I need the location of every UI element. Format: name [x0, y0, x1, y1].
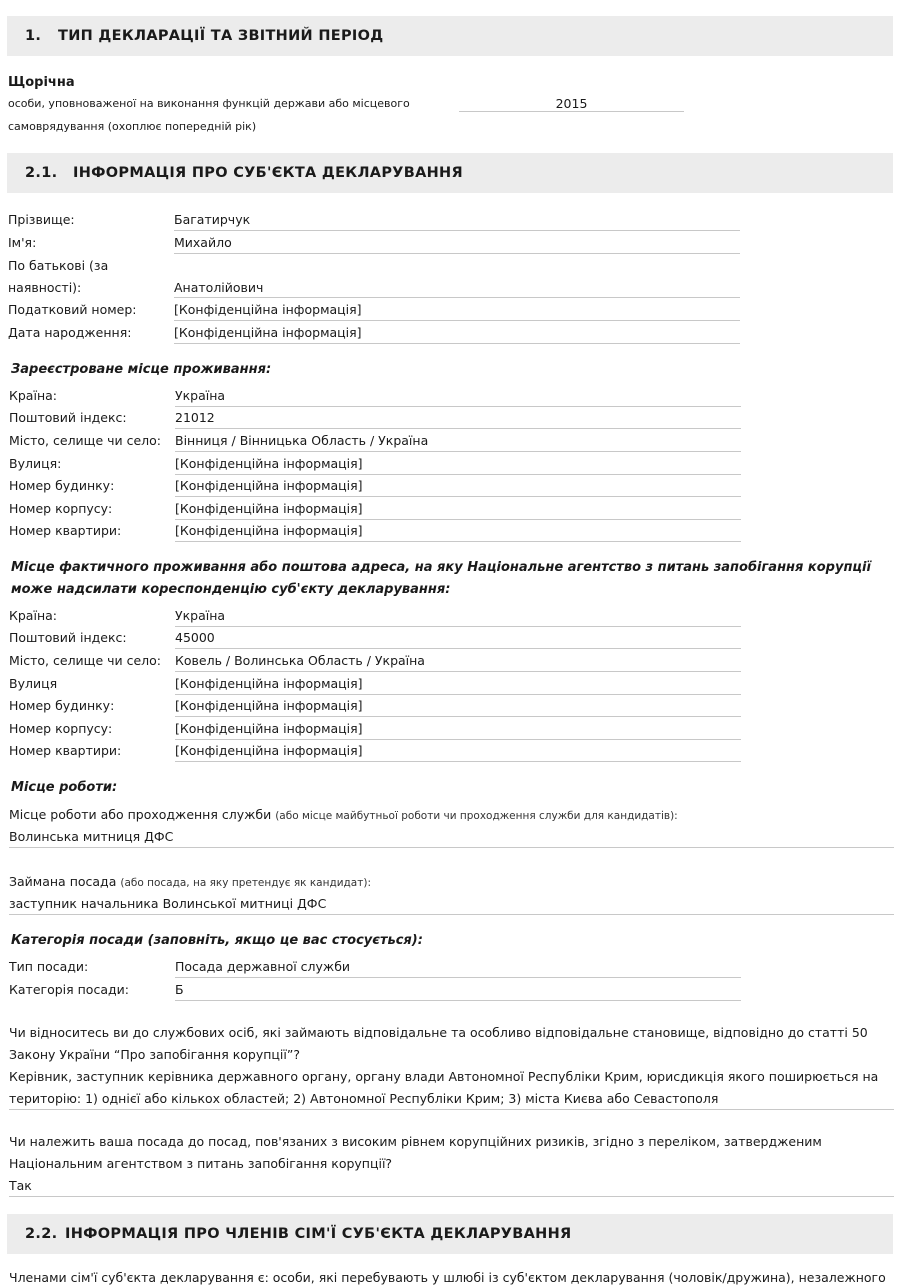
registered-row-value: [Конфіденційна інформація] — [175, 456, 363, 471]
field-underline — [175, 428, 741, 429]
field-underline — [9, 1109, 894, 1110]
field-underline — [9, 1196, 894, 1197]
question-1-line-2: Закону України “Про запобігання корупції”? — [9, 1047, 300, 1062]
birth-label: Дата народження: — [8, 325, 132, 340]
field-underline — [175, 451, 741, 452]
field-underline — [175, 541, 741, 542]
question-1-line-1: Чи відноситесь ви до службових осіб, які займають відповідальне та особливо відповідальне становище, відповідно до статті 50 — [9, 1025, 868, 1040]
tax-value: [Конфіденційна інформація] — [174, 302, 362, 317]
category-heading: Категорія посади (заповніть, якщо це вас стосується): — [11, 933, 423, 948]
reporting-year: 2015 — [555, 96, 588, 111]
position-category-value: Б — [175, 982, 184, 997]
field-underline — [174, 297, 740, 298]
actual-row-label: Поштовий індекс: — [9, 630, 127, 645]
field-underline — [174, 320, 740, 321]
field-underline — [174, 343, 740, 344]
answer-1-line-1: Керівник, заступник керівника державного органу, органу влади Автономної Республіки Крим, юрисдикція якого поширюється на — [9, 1069, 879, 1084]
field-underline — [9, 914, 894, 915]
field-underline — [175, 716, 741, 717]
section-2-1-header — [7, 153, 893, 193]
field-underline — [175, 1000, 741, 1001]
position-hint: (або посада, на яку претендує як кандидат): — [120, 877, 371, 889]
section-1-header — [7, 16, 893, 56]
actual-address-heading-1: Місце фактичного проживання або поштова адреса, на яку Національне агентство з питань запобігання корупції — [11, 560, 871, 575]
section-2-1-title: ІНФОРМАЦІЯ ПРО СУБ'ЄКТА ДЕКЛАРУВАННЯ — [73, 165, 463, 181]
name-label: Ім'я: — [8, 235, 37, 250]
actual-row-value: [Конфіденційна інформація] — [175, 698, 363, 713]
registered-row-value: [Конфіденційна інформація] — [175, 501, 363, 516]
field-underline — [175, 496, 741, 497]
section-2-1-number: 2.1. — [25, 165, 58, 181]
section-2-2-header — [7, 1214, 893, 1254]
question-2-line-1: Чи належить ваша посада до посад, пов'язаних з високим рівнем корупційних ризиків, згідно з переліком, затвердженим — [9, 1134, 822, 1149]
field-underline — [175, 648, 741, 649]
field-underline — [174, 230, 740, 231]
section-1-number: 1. — [25, 28, 42, 44]
position-label: Займана посада — [9, 874, 117, 889]
field-underline — [175, 739, 741, 740]
declaration-desc-1: особи, уповноваженої на виконання функцій держави або місцевого — [8, 97, 410, 110]
work-heading: Місце роботи: — [11, 780, 118, 795]
actual-row-value: [Конфіденційна інформація] — [175, 743, 363, 758]
registered-row-value: [Конфіденційна інформація] — [175, 478, 363, 493]
registered-row-value: 21012 — [175, 410, 215, 425]
actual-row-label: Вулиця — [9, 676, 58, 691]
actual-address-heading-2: може надсилати кореспонденцію суб'єкту декларування: — [11, 582, 451, 597]
answer-2: Так — [9, 1178, 32, 1193]
actual-row-value: Ковель / Волинська Область / Україна — [175, 653, 425, 668]
work-place-hint: (або місце майбутньої роботи чи проходження служби для кандидатів): — [275, 810, 678, 822]
section-2-2-title: ІНФОРМАЦІЯ ПРО ЧЛЕНІВ СІМ'Ї СУБ'ЄКТА ДЕКЛАРУВАННЯ — [65, 1226, 572, 1242]
field-underline — [174, 253, 740, 254]
registered-row-label: Номер квартири: — [9, 523, 122, 538]
section-2-2-intro: Членами сім'ї суб'єкта декларування є: особи, які перебувають у шлюбі із суб'єктом декларування (чоловік/дружина), незалежного — [9, 1270, 886, 1285]
actual-row-label: Номер корпусу: — [9, 721, 113, 736]
actual-row-value: 45000 — [175, 630, 215, 645]
registered-address-heading: Зареєстроване місце проживання: — [11, 362, 272, 377]
actual-row-value: [Конфіденційна інформація] — [175, 676, 363, 691]
position-type-value: Посада державної служби — [175, 959, 351, 974]
registered-row-label: Вулиця: — [9, 456, 62, 471]
field-underline — [175, 474, 741, 475]
question-2-line-2: Національним агентством з питань запобігання корупції? — [9, 1156, 393, 1171]
position-category-label: Категорія посади: — [9, 982, 129, 997]
patronymic-value: Анатолійович — [174, 280, 264, 295]
work-place-value: Волинська митниця ДФС — [9, 829, 174, 844]
field-underline — [175, 406, 741, 407]
actual-row-value: [Конфіденційна інформація] — [175, 721, 363, 736]
registered-row-value: Вінниця / Вінницька Область / Україна — [175, 433, 429, 448]
registered-row-label: Країна: — [9, 388, 57, 403]
actual-row-label: Номер квартири: — [9, 743, 122, 758]
birth-value: [Конфіденційна інформація] — [174, 325, 362, 340]
declaration-type: Щорічна — [8, 75, 75, 90]
field-underline — [175, 694, 741, 695]
position-type-label: Тип посади: — [9, 959, 89, 974]
registered-row-value: [Конфіденційна інформація] — [175, 523, 363, 538]
registered-row-label: Номер корпусу: — [9, 501, 113, 516]
patronymic-label-2: наявності): — [8, 280, 82, 295]
actual-row-label: Номер будинку: — [9, 698, 115, 713]
registered-row-label: Номер будинку: — [9, 478, 115, 493]
name-value: Михайло — [174, 235, 232, 250]
field-underline — [175, 626, 741, 627]
work-place-label: Місце роботи або проходження служби — [9, 807, 272, 822]
tax-label: Податковий номер: — [8, 302, 137, 317]
field-underline — [9, 847, 894, 848]
registered-row-label: Поштовий індекс: — [9, 410, 127, 425]
surname-value: Багатирчук — [174, 212, 251, 227]
registered-row-value: Україна — [175, 388, 226, 403]
year-underline — [459, 111, 684, 112]
field-underline — [175, 519, 741, 520]
field-underline — [175, 671, 741, 672]
field-underline — [175, 761, 741, 762]
surname-label: Прізвище: — [8, 212, 75, 227]
patronymic-label-1: По батькові (за — [8, 258, 109, 273]
section-1-title: ТИП ДЕКЛАРАЦІЇ ТА ЗВІТНИЙ ПЕРІОД — [58, 28, 384, 44]
registered-row-label: Місто, селище чи село: — [9, 433, 162, 448]
position-value: заступник начальника Волинської митниці ДФС — [9, 896, 327, 911]
actual-row-value: Україна — [175, 608, 226, 623]
section-2-2-number: 2.2. — [25, 1226, 58, 1242]
field-underline — [175, 977, 741, 978]
actual-row-label: Місто, селище чи село: — [9, 653, 162, 668]
answer-1-line-2: територію: 1) однієї або кількох областей; 2) Автономної Республіки Крим; 3) міста Києва або Севастополя — [9, 1091, 719, 1106]
declaration-desc-2: самоврядування (охоплює попередній рік) — [8, 120, 257, 133]
actual-row-label: Країна: — [9, 608, 57, 623]
